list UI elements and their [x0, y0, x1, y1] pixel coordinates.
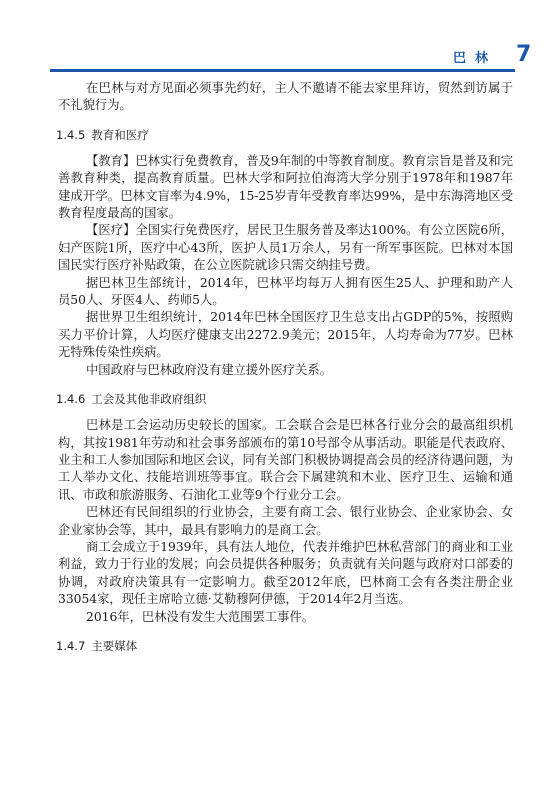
paragraph: 【医疗】全国实行免费医疗，居民卫生服务普及率达100%。有公立医院6所，妇产医院1所，医疗中心43所，医护人员1万余人，另有一所军事医院。巴林对本国国民实行医疗补贴政策，在公立医院就诊只需交纳挂号费。	[58, 223, 513, 273]
paragraph: 【教育】巴林实行免费教育，普及9年制的中等教育制度。教育宗旨是普及和完善教育种类，提高教育质量。巴林大学和阿拉伯海湾大学分别于1978年和1987年建成开学。巴林文盲率为4.9%，15-25岁青年受教育率达99%，是中东海湾地区受教育程度最高的国家。	[58, 153, 513, 221]
page-body	[58, 80, 513, 664]
section-title: 工会及其他非政府组织	[91, 392, 207, 407]
header-rule	[50, 69, 515, 72]
page-header	[0, 0, 559, 74]
paragraph: 中国政府与巴林政府没有建立援外医疗关系。	[86, 362, 332, 377]
paragraph: 据巴林卫生部统计，2014年，巴林平均每万人拥有医生25人、护理和助产人员50人、牙医4人、药师5人。	[58, 275, 513, 308]
section-title: 教育和医疗	[91, 127, 149, 142]
paragraph: 巴林还有民间组织的行业协会，主要有商工会、银行业协会、企业家协会、女企业家协会等，其中，最具有影响力的是商工会。	[58, 505, 513, 537]
paragraph: 巴林是工会运动历史较长的国家。工会联合会是巴林各行业分会的最高组织机构，其按1981年劳动和社会事务部颁布的第10号部令从事活动。职能是代表政府、业主和工人参加国际和地区会议，同有关部门积极协调提高会员的经济待遇问题，为工人举办文化、技能培训班等事宜。联合会下属建筑和木业、医疗卫生、运输和通讯、市政和旅游服务、石油化工业等9个行业分工会。	[58, 418, 513, 502]
page-number: 7	[516, 42, 532, 67]
paragraph: 在巴林与对方见面必须事先约好，主人不邀请不能去家里拜访，贸然到访属于不礼貌行为。	[58, 81, 513, 113]
section-title: 主要媒体	[91, 638, 138, 653]
running-header-title: 巴林	[453, 51, 498, 66]
section-heading	[56, 127, 513, 143]
section-heading	[56, 391, 513, 407]
section-number: 1.4.6	[56, 392, 86, 407]
paragraph: 商工会成立于1939年，具有法人地位，代表并维护巴林私营部门的商业和工业利益，致力于行业的发展；向会员提供各种服务；负责就有关问题与政府对口部委的协调，对政府决策具有一定影响力。截至2012年底，巴林商工会有各类注册企业33054家，现任主席哈立德·艾勒穆阿伊德，于2014年2月当选。	[58, 539, 513, 607]
section-number: 1.4.5	[56, 127, 86, 142]
paragraph: 2016年，巴林没有发生大范围罢工事件。	[86, 609, 315, 624]
section-heading	[56, 638, 513, 654]
paragraph: 据世界卫生组织统计，2014年巴林全国医疗卫生总支出占GDP的5%，按照购买力平价计算，人均医疗健康支出2272.9美元；2015年，人均寿命为77岁。巴林无特殊传染性疾病。	[58, 310, 513, 360]
section-number: 1.4.7	[56, 638, 86, 653]
